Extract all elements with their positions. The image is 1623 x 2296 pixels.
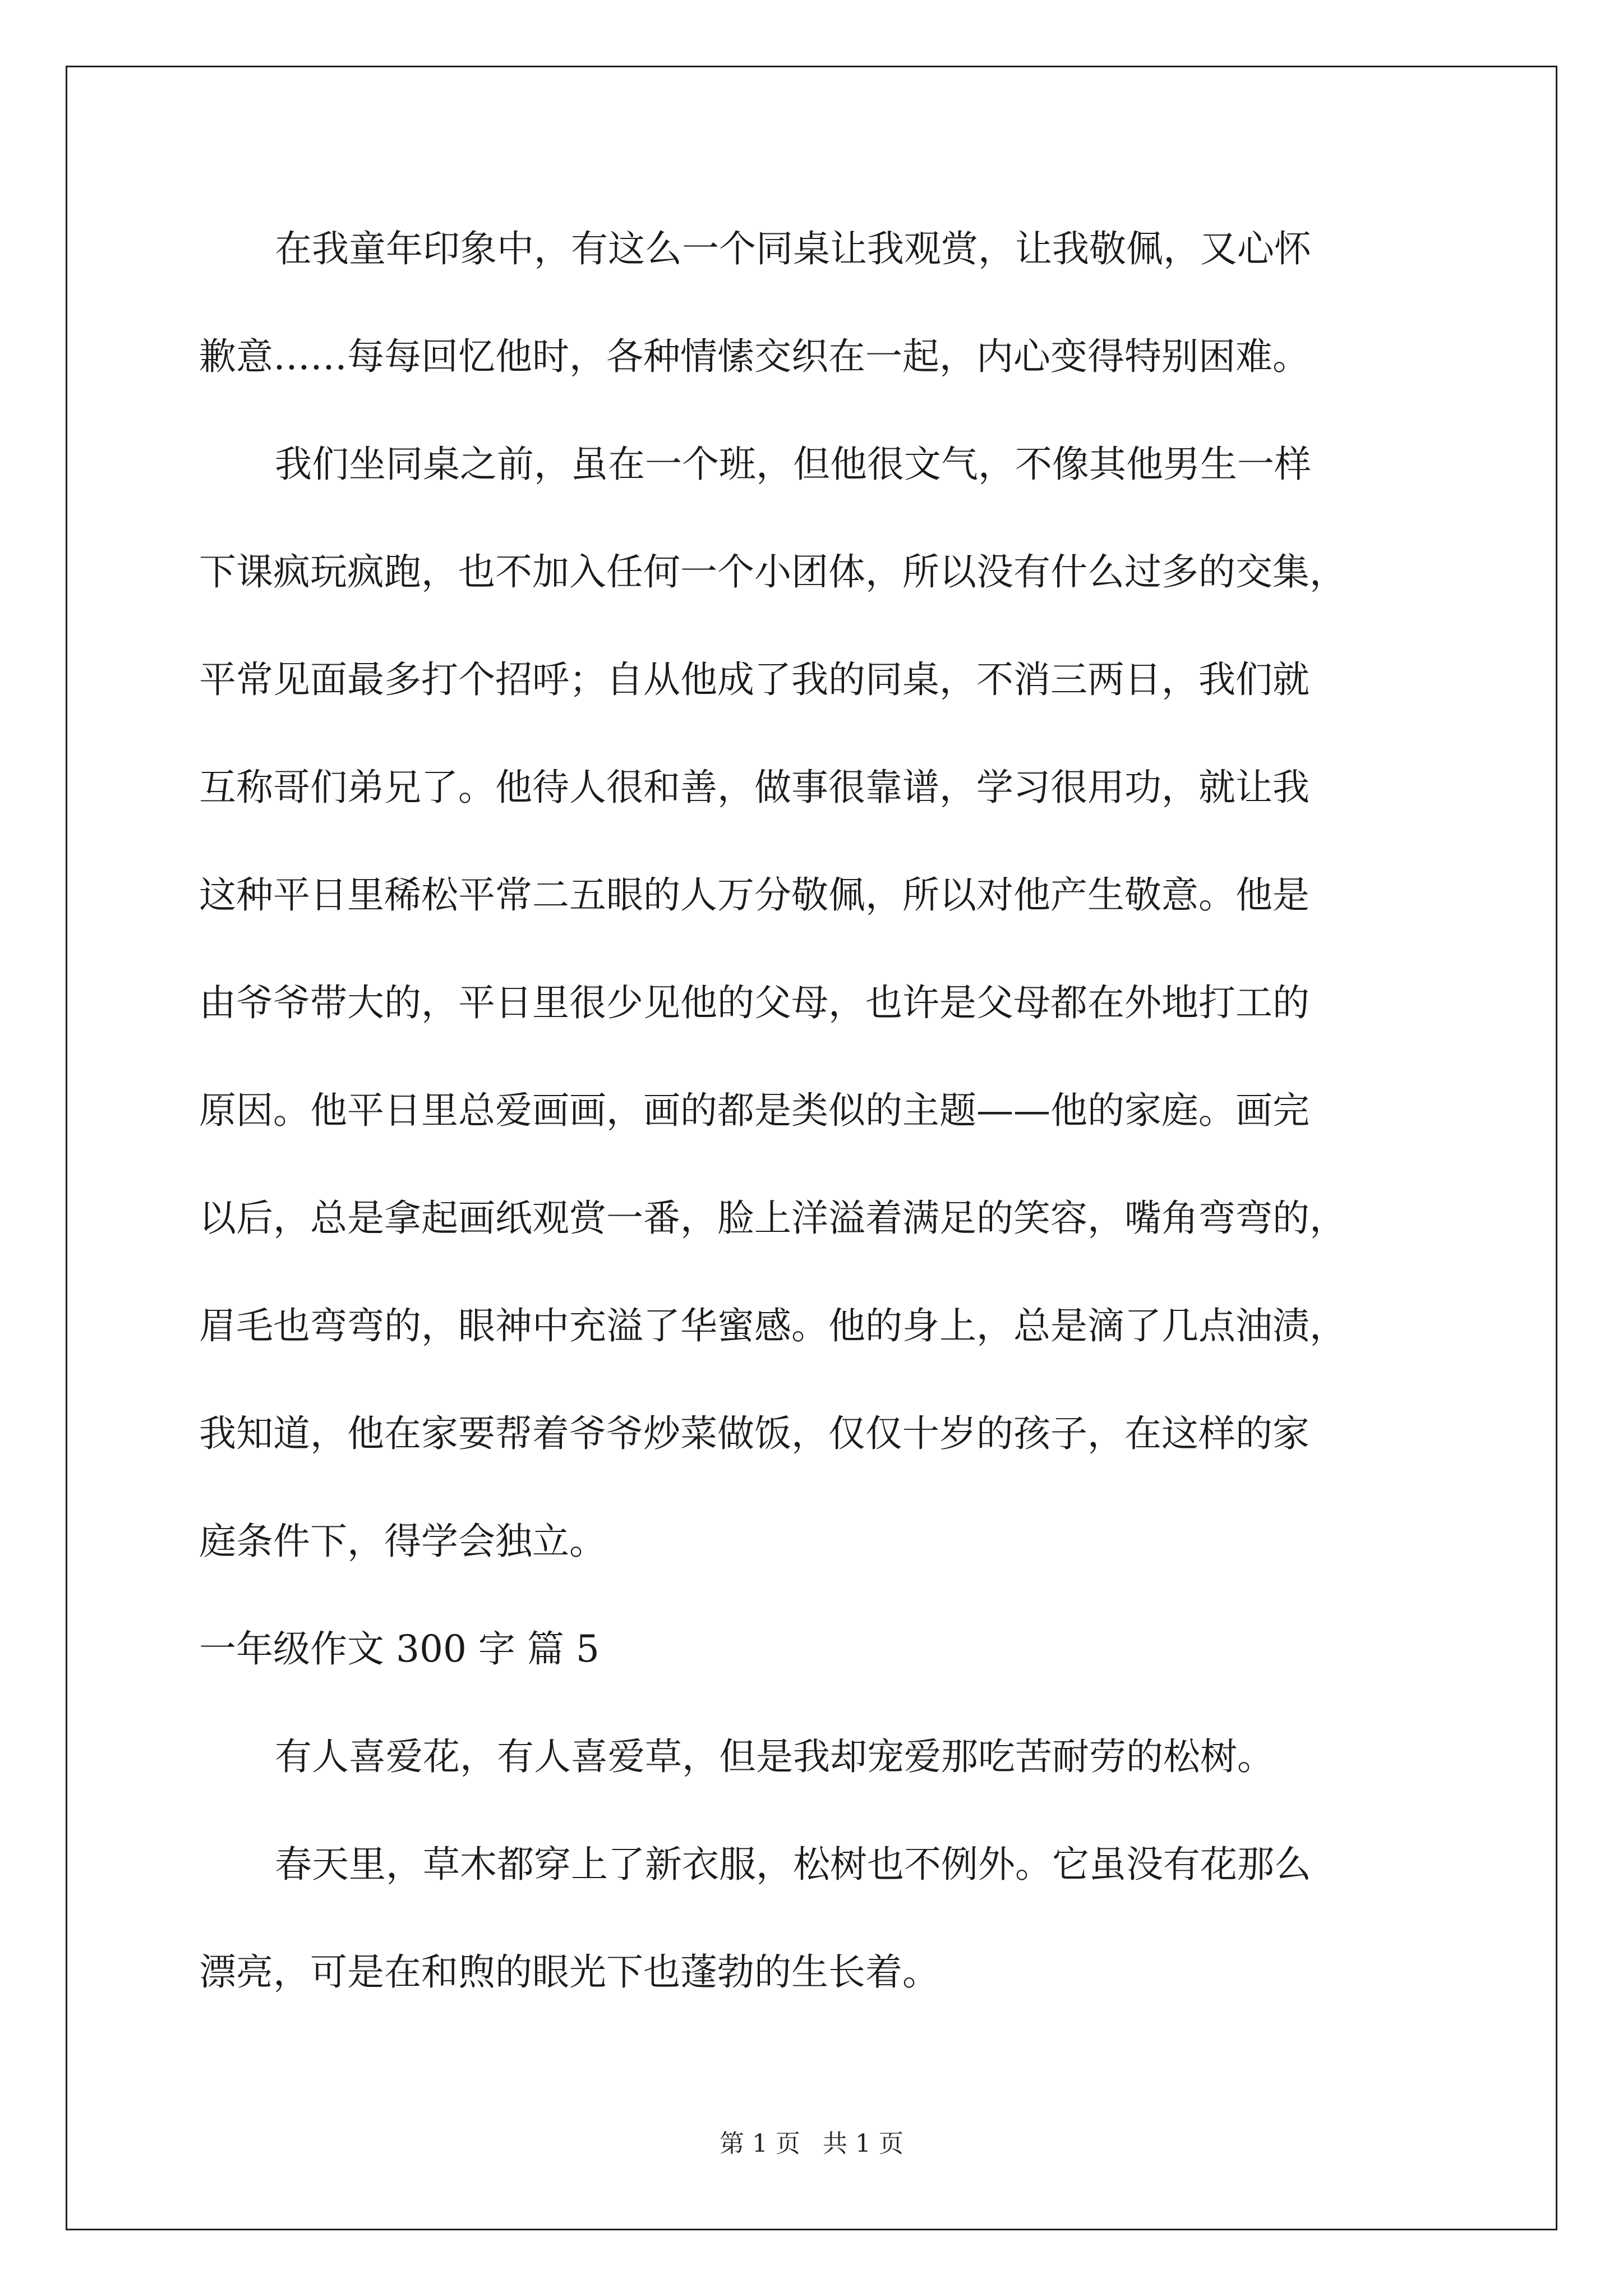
text-line: 在我童年印象中，有这么一个同桌让我观赏，让我敬佩，又心怀 — [275, 227, 1311, 270]
text-line: 庭条件下，得学会独立。 — [199, 1520, 606, 1563]
text-line: 由爷爷带大的，平日里很少见他的父母，也许是父母都在外地打工的 — [199, 981, 1310, 1024]
page-number: 第 1 页 — [720, 2129, 800, 2158]
text-line: 有人喜爱花，有人喜爱草，但是我却宠爱那吃苦耐劳的松树。 — [275, 1735, 1274, 1778]
text-line: 歉意……每每回忆他时，各种情愫交织在一起，内心变得特别困难。 — [199, 335, 1310, 378]
text-line: 平常见面最多打个招呼；自从他成了我的同桌，不消三两日，我们就 — [199, 658, 1310, 701]
page-total: 共 1 页 — [823, 2129, 903, 2158]
text-line: 以后，总是拿起画纸观赏一番，脸上洋溢着满足的笑容，嘴角弯弯的， — [199, 1197, 1347, 1240]
text-line: 漂亮，可是在和煦的眼光下也蓬勃的生长着。 — [199, 1950, 939, 1994]
text-line: 这种平日里稀松平常二五眼的人万分敬佩，所以对他产生敬意。他是 — [199, 873, 1310, 917]
text-line: 下课疯玩疯跑，也不加入任何一个小团体，所以没有什么过多的交集， — [199, 550, 1347, 593]
text-line: 原因。他平日里总爱画画，画的都是类似的主题——他的家庭。画完 — [199, 1089, 1310, 1132]
text-line: 互称哥们弟兄了。他待人很和善，做事很靠谱，学习很用功，就让我 — [199, 766, 1310, 809]
text-line: 春天里，草木都穿上了新衣服，松树也不例外。它虽没有花那么 — [275, 1843, 1311, 1886]
text-line: 眉毛也弯弯的，眼神中充溢了华蜜感。他的身上，总是滴了几点油渍， — [199, 1304, 1347, 1347]
section-heading: 一年级作文 300 字 篇 5 — [199, 1627, 600, 1671]
text-line: 我们坐同桌之前，虽在一个班，但他很文气，不像其他男生一样 — [275, 443, 1311, 486]
document-body — [199, 213, 1455, 2044]
text-line: 我知道，他在家要帮着爷爷炒菜做饭，仅仅十岁的孩子，在这样的家 — [199, 1412, 1310, 1455]
page-footer — [0, 2127, 1623, 2161]
